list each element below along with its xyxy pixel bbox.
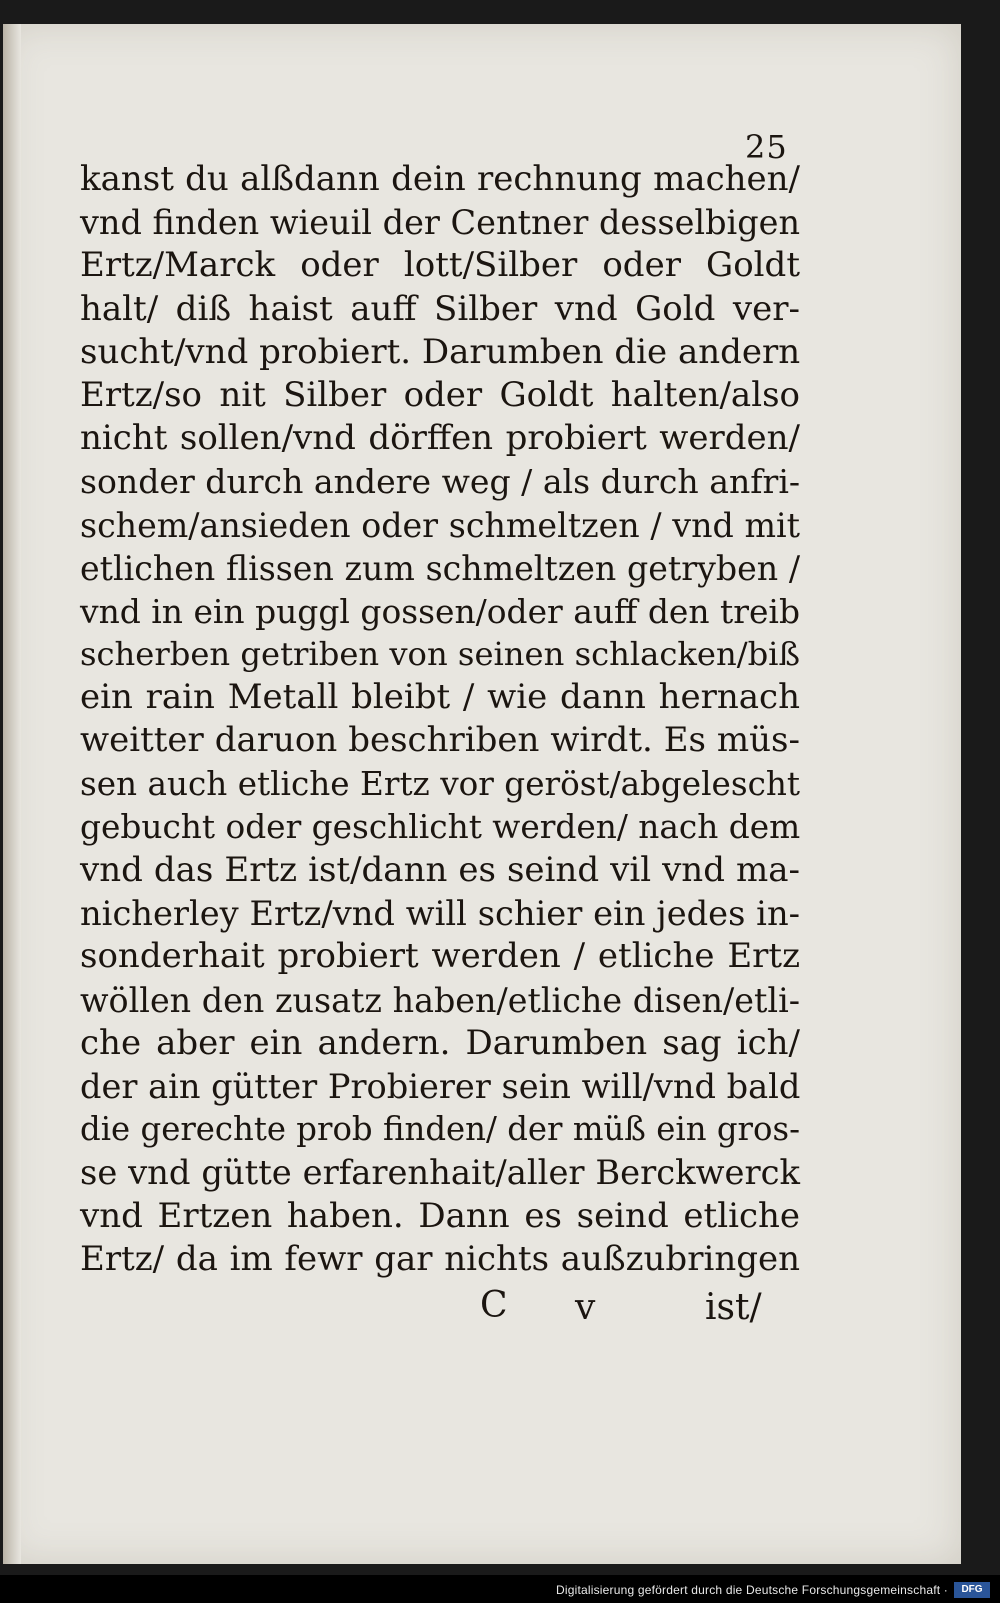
text-line: vnd finden wieuil der Centner desselbigen [80,203,800,243]
text-line: der ain gütter Probierer sein will/vnd bald [80,1066,801,1106]
dfg-logo: DFG [954,1582,990,1598]
catchword: ist/ [705,1287,762,1328]
text-line: etlichen flissen zum schmeltzen getryben / [80,548,800,588]
text-line: nicherley Ertz/vnd will schier ein jedes in- [80,894,800,934]
signature-number: v [575,1287,596,1328]
text-line: kanst du alßdann dein rechnung machen/ [80,159,800,199]
text-line: Ertz/ da im fewr gar nichts außzubringen [80,1238,800,1279]
text-line: wöllen den zusatz haben/etliche disen/etli- [80,980,800,1020]
page-gutter-shadow [3,24,21,1564]
text-line: sen auch etliche Ertz vor geröst/abgelescht [80,764,800,803]
text-line: sonderhait probiert werden / etliche Ertz [80,936,800,977]
funding-credit: Digitalisierung gefördert durch die Deutsche Forschungsgemeinschaft · [556,1583,948,1597]
text-line: che aber ein andern. Darumben sag ich/ [80,1022,800,1063]
page-number: 25 [745,128,788,166]
text-line: ein rain Metall bleibt / wie dann hernach [80,677,800,718]
text-line: sonder durch andere weg / als durch anfri- [80,462,801,502]
body-text [80,158,800,1281]
text-line: Ertz/Marck oder lott/Silber oder Goldt [80,245,800,286]
signature-line [480,1285,810,1335]
text-line: vnd das Ertz ist/dann es seind vil vnd ma- [80,850,800,890]
text-line: scherben getriben von seinen schlacken/biß [80,635,800,674]
text-line: die gerechte prob finden/ der müß ein gros- [80,1110,800,1149]
text-line: halt/ diß haist auff Silber vnd Gold ver- [80,288,800,329]
text-line: gebucht oder geschlicht werden/ nach dem [80,807,801,846]
text-line: nicht sollen/vnd dörffen probiert werden/ [80,418,800,459]
footer-bar [0,1575,1000,1603]
text-line: vnd in ein puggl gossen/oder auff den treib [80,591,800,631]
text-line: vnd Ertzen haben. Dann es seind etliche [80,1195,800,1236]
text-line: sucht/vnd probiert. Darumben die andern [80,331,801,372]
text-line: Ertz/so nit Silber oder Goldt halten/also [80,374,800,415]
text-line: se vnd gütte erfarenhait/aller Berckwerck [80,1153,800,1193]
text-line: weitter daruon beschriben wirdt. Es müs- [80,720,800,761]
text-line: schem/ansieden oder schmeltzen / vnd mit [80,505,800,545]
signature-mark: C [480,1285,508,1326]
